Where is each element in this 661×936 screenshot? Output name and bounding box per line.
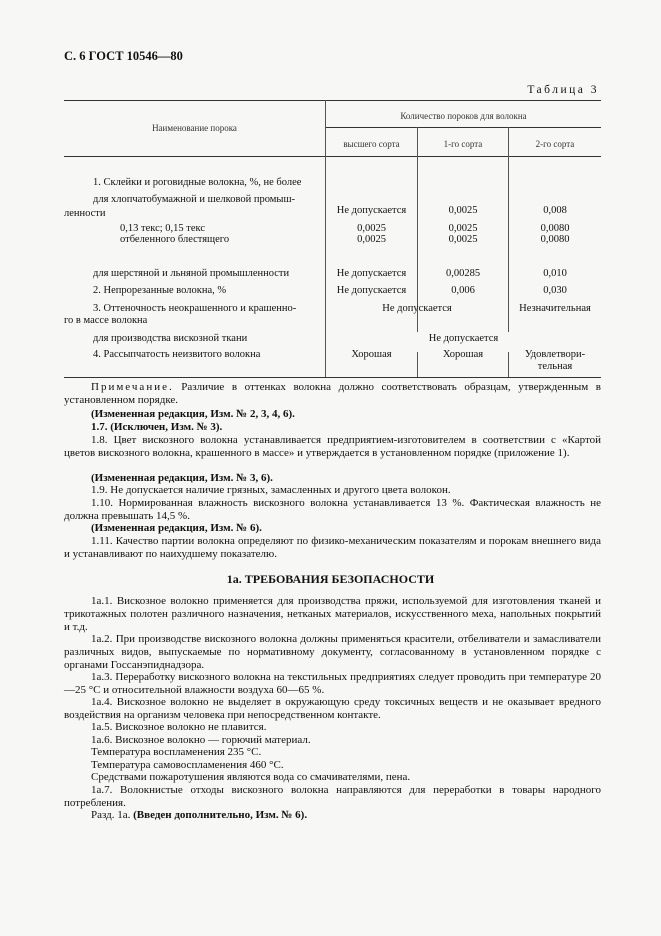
edition-note: (Измененная редакция, Изм. № 6). — [91, 522, 262, 534]
cell-value: 0,010 — [543, 268, 567, 279]
cell-value: 0,00285 — [445, 268, 481, 279]
clause-1-10: 1.10. Нормированная влажность вискозного волокна устанавливается 13 %. Фактическая влажность не должна превышать 14,5 %. — [64, 497, 601, 522]
cell-value: Не допускается — [336, 285, 407, 296]
extinguishing-means: Средствами пожаротушения являются вода со смачивателями, пена. — [91, 771, 411, 783]
cell-value: Незначительная — [519, 303, 591, 314]
header-defect-name: Наименование порока — [152, 123, 237, 133]
section-note — [64, 809, 601, 822]
cell-value: Хорошая — [442, 349, 484, 360]
cell-value: Не допускается — [336, 268, 407, 279]
clause-1-9: 1.9. Не допускается наличие грязных, замасленных и другого цвета волокон. — [91, 484, 451, 496]
cell-value: 0,0025 — [448, 223, 478, 234]
header-quantity-group: Количество пороков для волокна — [400, 111, 527, 121]
row-label: 2. Непрорезанные волокна, % — [93, 285, 227, 296]
clause-1-11: 1.11. Качество партии волокна определяют по физико-механическим показателям и порокам внешнего вида и устанавливают по наихудшему показателю. — [64, 535, 601, 560]
cell-value: Не допускается — [382, 303, 452, 314]
clause-1a-7: 1а.7. Волокнистые отходы вискозного волокна направляются для переработки в товары народного потребления. — [64, 784, 601, 809]
cell-value: 0,030 — [543, 285, 567, 296]
edition-note: (Измененная редакция, Изм. № 2, 3, 4, 6). — [91, 408, 295, 420]
cell-value: Хорошая — [351, 349, 392, 360]
row-label: для шерстяной и льняной промышленности — [93, 268, 290, 279]
row-label: 3. Оттеночность неокрашенного и крашенно- — [93, 303, 297, 314]
page-header: С. 6 ГОСТ 10546—80 — [64, 49, 183, 63]
cell-value: 0,0080 — [540, 223, 570, 234]
row-label: для хлопчатобумажной и шелковой промыш- — [93, 194, 296, 205]
section-note-prefix: Разд. 1а. — [91, 809, 134, 821]
cell-value: 0,0080 — [540, 234, 570, 245]
clause-1a-5: 1а.5. Вискозное волокно не плавится. — [91, 721, 267, 733]
clause-1a-1: 1а.1. Вискозное волокно применяется для производства пряжи, используемой для изготовления тканей и трикотажных полотен различного назначения, нетканых материалов, искусственного меха, напольных покрытий и т.д. — [64, 595, 601, 633]
cell-value: Не допускается — [336, 205, 407, 216]
section-note-bold: (Введен дополнительно, Изм. № 6). — [133, 809, 308, 821]
clause-1-8: 1.8. Цвет вискозного волокна устанавливается предприятием-изготовителем в соответствии с «Картой цветов вискозного волокна, крашенного в массе» и утверждается в установленном порядке (приложение 1). — [64, 434, 601, 459]
header-first-grade: 1-го сорта — [443, 139, 483, 149]
table-note — [64, 381, 601, 407]
cell-value: 0,0025 — [448, 234, 478, 245]
cell-value: 0,006 — [451, 285, 475, 296]
autoignition-temperature: Температура самовоспламенения 460 °С. — [91, 759, 284, 771]
table-bottom-rule — [64, 377, 601, 378]
cell-value: 0,0025 — [357, 223, 386, 234]
header-second-grade: 2-го сорта — [535, 139, 575, 149]
cell-value: тельная — [537, 361, 573, 372]
row-label: 1. Склейки и роговидные волокна, %, не более — [93, 177, 302, 188]
row-label: го в массе волокна — [64, 315, 148, 326]
clause-1-7 — [64, 421, 601, 434]
table-caption: Таблица 3 — [527, 84, 599, 96]
table-top-rule — [64, 100, 601, 101]
ignition-temperature: Температура воспламенения 235 °С. — [91, 746, 262, 758]
row-label: ленности — [64, 208, 106, 219]
header-group-rule — [325, 127, 601, 128]
cell-value: 0,0025 — [357, 234, 386, 245]
clause-1a-3: 1а.3. Переработку вискозного волокна на текстильных предприятиях следует проводить при температуре 20—25 °С и относительной влажности воздуха 60—65 %. — [64, 671, 601, 696]
header-bottom-rule — [64, 156, 601, 157]
cell-value: Удовлетвори- — [524, 349, 586, 360]
cell-value: 0,008 — [543, 205, 567, 216]
cell-value: 0,0025 — [448, 205, 478, 216]
defects-table — [64, 100, 601, 378]
note-body: Различие в оттенках волокна должно соответствовать образцам, утвержденным в установленном порядке. — [64, 381, 601, 406]
cell-value: Не допускается — [428, 333, 499, 344]
clause-1a-2: 1а.2. При производстве вискозного волокна должны применяться красители, отбеливатели и замасливатели различных видов, выпускаемые по нормативному документу, согласованному в установленном порядке с органами Госсанэпиднадзора. — [64, 633, 601, 671]
note-label: Примечание. — [91, 381, 174, 393]
clause-text: 1.7. (Исключен, Изм. № 3). — [91, 421, 223, 433]
row-label: 0,13 текс; 0,15 текс — [120, 223, 206, 234]
header-top-grade: высшего сорта — [343, 139, 400, 149]
section-title: 1а. ТРЕБОВАНИЯ БЕЗОПАСНОСТИ — [226, 572, 435, 586]
edition-note: (Измененная редакция, Изм. № 3, 6). — [91, 472, 273, 484]
clause-1a-6: 1а.6. Вискозное волокно — горючий материал. — [91, 734, 311, 746]
row-label: для производства вискозной ткани — [93, 333, 248, 344]
row-label: отбеленного блестящего — [120, 234, 230, 245]
row-label: 4. Рассыпчатость неизвитого волокна — [93, 349, 261, 360]
clause-1a-4: 1а.4. Вискозное волокно не выделяет в окружающую среду токсичных веществ и не оказывает вредного воздействия на организм человека при непосредственном контакте. — [64, 696, 601, 721]
